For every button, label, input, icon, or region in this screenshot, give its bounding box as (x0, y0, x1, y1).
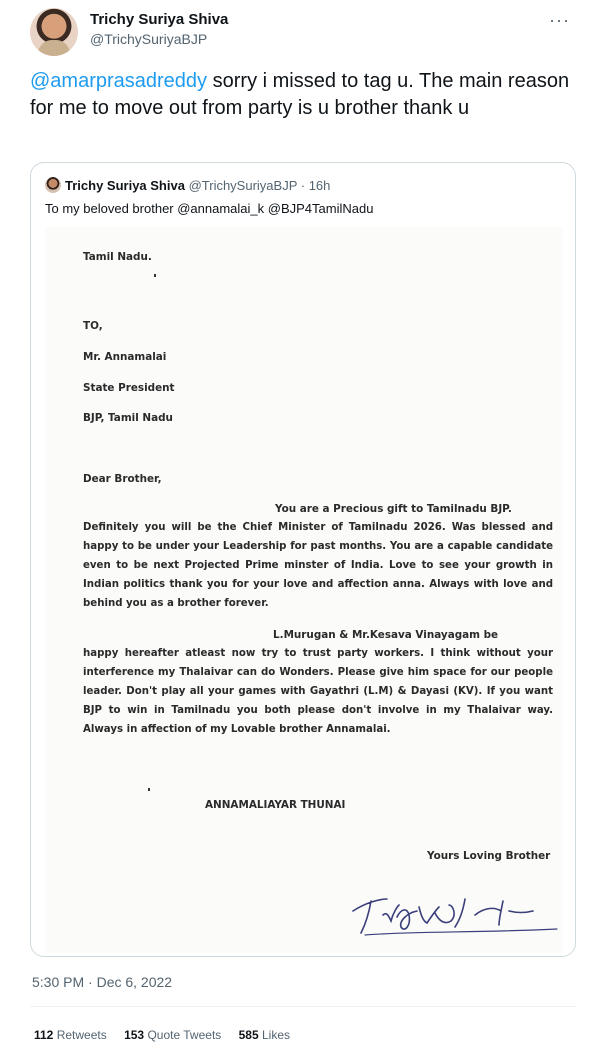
letter-signoff: Yours Loving Brother (427, 850, 551, 862)
engagement-stats (34, 1028, 304, 1042)
signature-image (335, 877, 565, 947)
letter-recipient-title: State President (83, 382, 175, 394)
letter-para2-first: L.Murugan & Mr.Kesava Vinayagam be (273, 629, 499, 641)
quoted-author-name: Trichy Suriya Shiva (65, 178, 185, 193)
likes-label: Likes (262, 1028, 291, 1042)
letter-place: Tamil Nadu. (83, 251, 152, 263)
letter-salutation: Dear Brother, (83, 473, 162, 485)
quoted-author-handle: @TrichySuriyaBJP (188, 178, 298, 193)
retweets-label: Retweets (56, 1028, 107, 1042)
quote-tweets-stat[interactable] (124, 1028, 221, 1042)
quoted-author-avatar (45, 177, 61, 193)
tweet-body: sorry i missed to tag u. The main reason for me to move out from party is u brother thank u (30, 70, 570, 119)
separator: · (297, 178, 309, 193)
letter-image[interactable] (45, 227, 563, 953)
author-name[interactable]: Trichy Suriya Shiva (90, 11, 229, 28)
letter-mark (154, 274, 156, 277)
quotes-label: Quote Tweets (147, 1028, 222, 1042)
retweets-count: 112 (34, 1028, 54, 1042)
tweet-timestamp[interactable]: 5:30 PM · Dec 6, 2022 (32, 974, 173, 990)
letter-recipient-org: BJP, Tamil Nadu (83, 412, 173, 424)
more-horizontal-icon[interactable]: ··· (549, 10, 570, 30)
letter-closing-line: ANNAMALIAYAR THUNAI (205, 799, 346, 811)
quoted-tweet-header (45, 177, 330, 195)
retweets-stat[interactable] (34, 1028, 107, 1042)
likes-stat[interactable] (239, 1028, 290, 1042)
author-avatar[interactable] (30, 8, 78, 56)
letter-para2: happy hereafter atleast now try to trust party workers. I think without your interference my Thalaivar can do Wonders. Please give him space for our people leader. Don't play all your games with Gayathri (L.M) & Dayasi (KV). If you want BJP to win in Tamilnadu you both please don't involve in my Thalaivar way. Always in affection of my Lovable brother Annamalai. (83, 648, 553, 735)
quoted-tweet[interactable] (30, 162, 576, 957)
quotes-count: 153 (124, 1028, 145, 1042)
letter-mark (148, 788, 150, 791)
author-handle[interactable]: @TrichySuriyaBJP (90, 31, 208, 47)
tweet-header (30, 8, 580, 58)
tweet-text (30, 68, 575, 122)
letter-to: TO, (83, 320, 103, 332)
divider (30, 1006, 576, 1007)
likes-count: 585 (238, 1028, 259, 1042)
letter-para1-first: You are a Precious gift to Tamilnadu BJP. (275, 503, 512, 515)
letter-recipient-name: Mr. Annamalai (83, 351, 167, 363)
letter-para1: Definitely you will be the Chief Minister of Tamilnadu 2026. Was blessed and happy to be under your Leadership for past months. You are a capable candidate even to be next Projected Prime minster of India. Love to see your growth in Indian politics thank you for your love and affection anna. Always with love and behind you as a brother forever. (83, 522, 553, 609)
quoted-tweet-text: To my beloved brother @annamalai_k @BJP4TamilNadu (45, 201, 374, 216)
quoted-tweet-age: 16h (308, 178, 331, 193)
mention-link[interactable]: @amarprasadreddy (30, 70, 208, 92)
